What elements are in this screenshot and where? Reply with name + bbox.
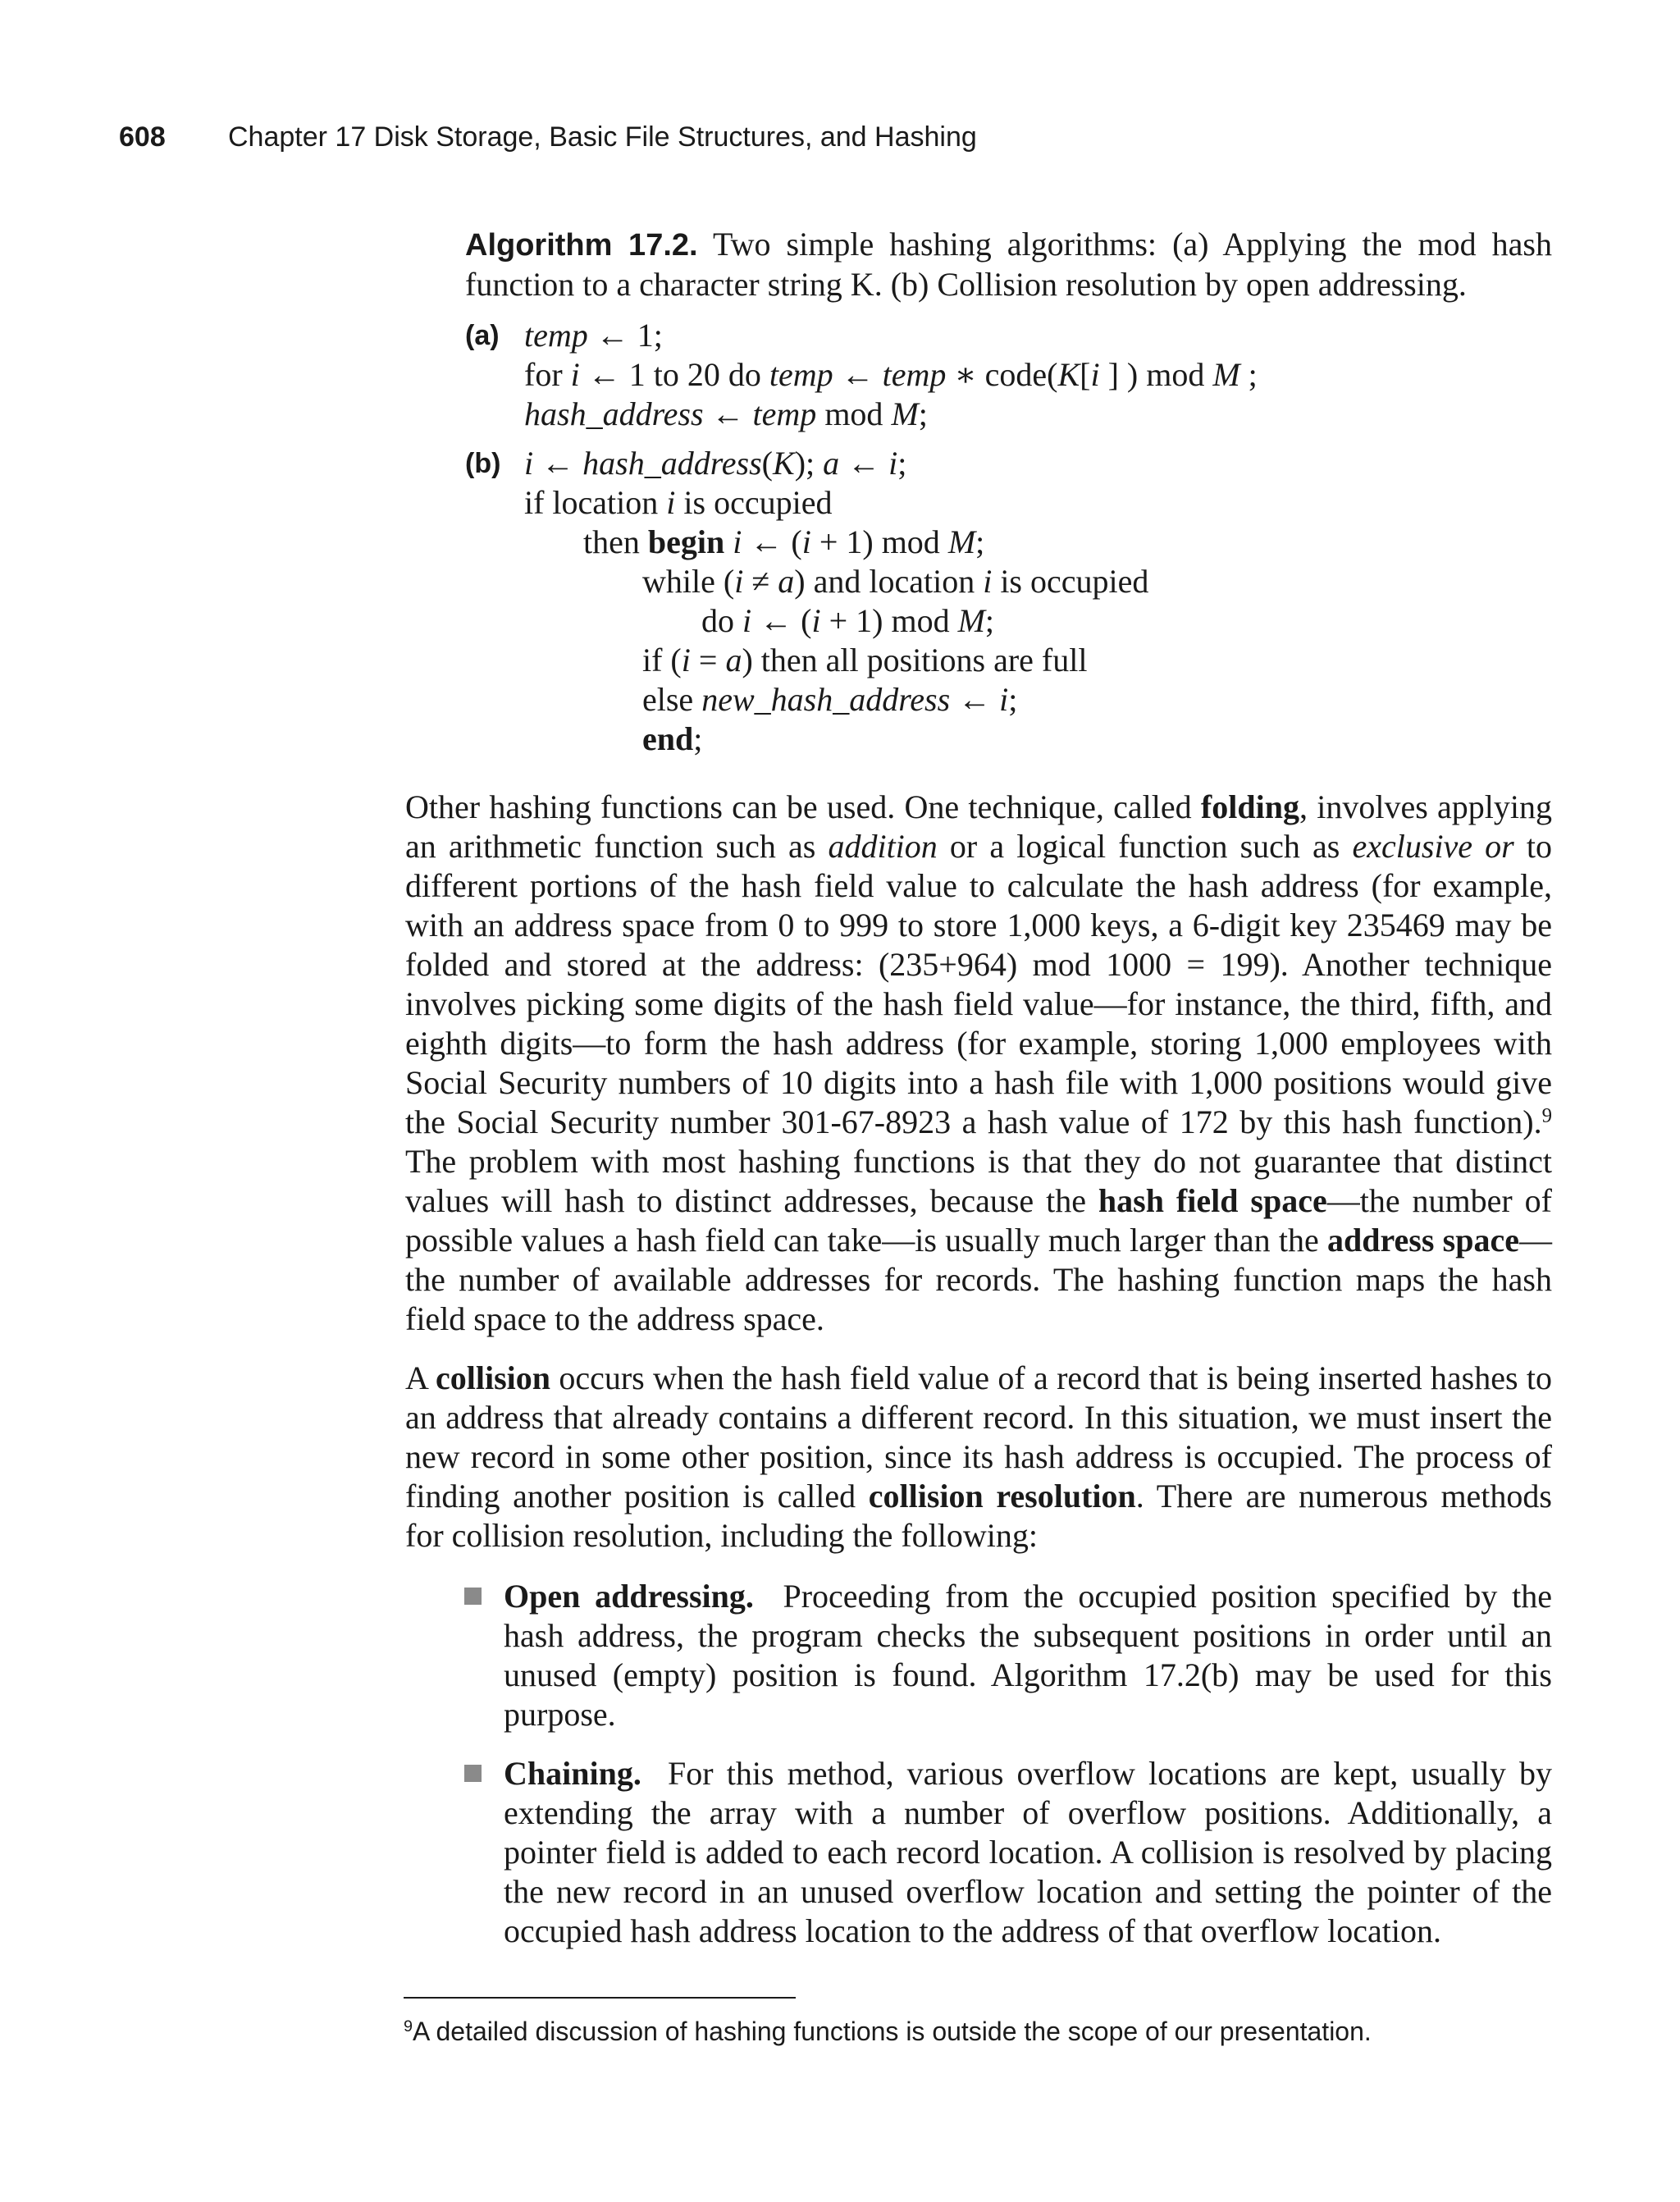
part-b-label: (b) xyxy=(465,448,501,479)
code-line: else new_hash_address ← i; xyxy=(642,681,1018,718)
code-line: for i ← 1 to 20 do temp ← temp ∗ code(K[i ] ) mod M ; xyxy=(524,356,1258,393)
running-title: Chapter 17 Disk Storage, Basic File Structures, and Hashing xyxy=(228,121,977,153)
running-header xyxy=(119,121,977,153)
code-line: temp ← 1; xyxy=(524,317,663,354)
bullet-term: Chaining. xyxy=(504,1755,641,1792)
code-line: while (i ≠ a) and location i is occupied xyxy=(642,563,1149,600)
code-line: end; xyxy=(642,720,703,757)
algorithm-label: Algorithm 17.2. xyxy=(465,228,698,263)
code-line: if location i is occupied xyxy=(524,484,833,521)
footnote-marker: 9 xyxy=(404,2017,413,2036)
algorithm-part-a xyxy=(465,316,1552,434)
bullet-square-icon xyxy=(464,1588,482,1605)
algorithm-block xyxy=(465,225,1552,759)
algorithm-caption-text: Two simple hashing algorithms: (a) Applying the mod hash function to a character string K. (b) Collision resolution by open addressing. xyxy=(465,226,1552,303)
bullet-open-addressing xyxy=(464,1577,1552,1734)
algorithm-part-b xyxy=(465,444,1552,759)
footnote xyxy=(404,2015,1372,2048)
footnote-text: A detailed discussion of hashing functions is outside the scope of our presentation. xyxy=(413,2017,1372,2046)
bullet-square-icon xyxy=(464,1765,482,1782)
page-number: 608 xyxy=(119,121,166,153)
algorithm-caption xyxy=(465,225,1552,304)
code-line: do i ← (i + 1) mod M; xyxy=(701,602,995,639)
bullet-list xyxy=(464,1754,1552,1951)
code-line: i ← hash_address(K); a ← i; xyxy=(524,445,907,482)
bullet-text: Proceeding from the occupied position specified by the hash address, the program checks the subsequent positions in order until an unused (empty) position is found. Algorithm 17.2(b) may be used for this purpose. xyxy=(504,1578,1552,1733)
paragraph-collision: A collision occurs when the hash field value of a record that is being inserted hashes to an address that already contains a different record. In this situation, we must insert the new record in some other position, since its hash address is occupied. The process of finding another position is called collision resolution. There are numerous methods for collision resolution, including the following: xyxy=(405,1359,1552,1554)
bullet-chaining xyxy=(464,1754,1552,1951)
paragraph-folding: Other hashing functions can be used. One technique, called folding, involves applying an arithmetic function such as addition or a logical function such as exclusive or to different portions of the hash field value to calculate the hash address (for example, with an address space from 0 to 999 to store 1,000 keys, a 6-digit key 235469 may be folded and stored at the address: (235+964) mod 1000 = 199). Another technique involves picking some digits of the hash field value—for instance, the third, fifth, and eighth digits—to form the hash address (for example, storing 1,000 employees with Social Security numbers of 10 digits into a hash file with 1,000 positions would give the Social Security number 301-67-8923 a hash value of 172 by this hash function).$^9$ The problem with most hashing functions is that they do not guarantee that distinct values will hash to distinct addresses, because the hash field space—the number of possible values a hash field can take—is usually much larger than the address space—the number of available addresses for records. The hashing function maps the hash field space to the address space. xyxy=(405,788,1552,1337)
code-line: if (i = a) then all positions are full xyxy=(642,642,1088,678)
footnote-ref: 9 xyxy=(1541,1104,1552,1127)
bullet-text: For this method, various overflow locations are kept, usually by extending the array with a number of overflow positions. Additionally, a pointer field is added to each record location. A collision is resolved by placing the new record in an unused overflow location and setting the pointer of the occupied hash address location to the address of that overflow location. xyxy=(504,1755,1552,1949)
bullet-list xyxy=(464,1577,1552,1734)
bullet-term: Open addressing. xyxy=(504,1578,754,1615)
code-line: then begin i ← (i + 1) mod M; xyxy=(583,523,985,560)
footnote-divider xyxy=(404,1997,796,1999)
part-a-label: (a) xyxy=(465,320,500,351)
code-line: hash_address ← temp mod M; xyxy=(524,395,928,432)
